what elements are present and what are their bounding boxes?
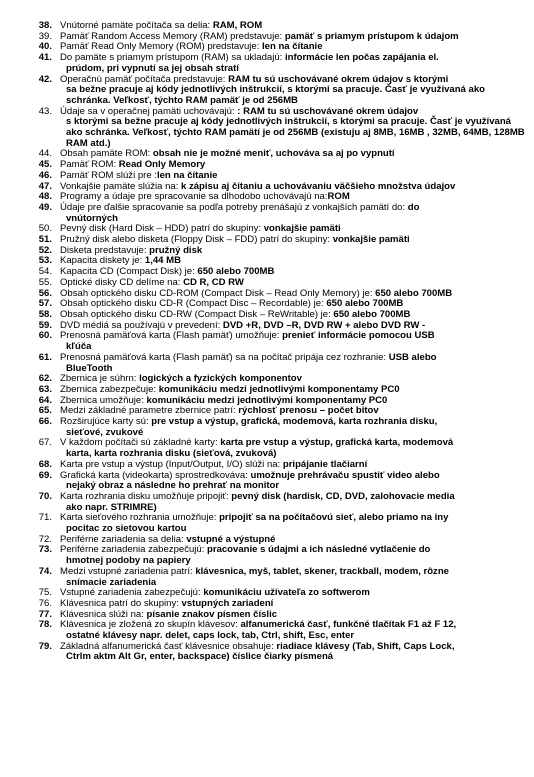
item-number: 41. [38,52,52,64]
list-item [26,545,526,566]
item-number: 70. [38,490,52,502]
answer-text: rýchlosť prenosu – počet bitov [238,405,379,417]
item-number: 64. [38,394,52,406]
question-text: Medzi vstupné zariadenia patrí: [60,565,196,577]
item-number: 60. [38,330,52,342]
answer-continuation: sa bežne pracuje aj kódy jednotlivých inštrukcií, s ktorými sa pracuje. Časť je využívaná ako schránka. Veľkosť, týchto RAM pamäť je od 256MB [66,84,485,106]
answer-text: 1,44 MB [144,255,181,267]
question-text: Klávesnica slúži na: [60,608,147,620]
item-number: 44. [38,148,52,160]
question-text: Obsah optického disku CD-R (Compact Disc – Recordable) je: [60,298,327,310]
list-item [26,107,526,150]
item-number: 43. [38,105,52,117]
item-number: 65. [38,405,52,417]
list-item [26,75,526,107]
answer-text: alfanumerická časť, funkčné tlačítak F1 až F 12, [240,619,457,631]
question-text: Zbernica zabezpečuje: [60,383,159,395]
question-text: Klávesnica patrí do skupiny: [60,597,182,609]
answer-text: Read Only Memory [118,159,206,171]
question-text: Zbernica umožňuje: [60,394,147,406]
list-item [26,353,526,374]
answer-continuation: ako napr. STRIMRE) [66,501,157,513]
item-number: 62. [38,373,52,385]
answer-text: 650 alebo 700MB [197,266,275,278]
answer-text: obsah nie je možné meniť, uchováva sa aj po vypnutí [152,148,395,160]
question-text: Periférne zariadenia sa delia: [60,533,187,545]
item-number: 40. [38,41,52,53]
answer-text: prenieť informácie pomocou USB [282,330,435,342]
item-number: 50. [38,223,52,235]
question-text: V každom počítači sú základné karty: [60,437,221,449]
answer-continuation: karta, karta rozhrania disku (sieťová, zvuková) [66,448,277,460]
answer-text: vstupných zariadení [181,597,274,609]
item-number: 59. [38,319,52,331]
answer-continuation: snímacie zariadenia [66,576,157,588]
question-text: Pevný disk (Hard Disk – HDD) patrí do skupiny: [60,223,264,235]
answer-text: do [407,201,420,213]
list-item [26,53,526,74]
question-text: Medzi základné parametre zbernice patrí: [60,405,239,417]
answer-text: umožnuje prehrávaču spustiť video alebo [250,469,440,481]
answer-text: písanie znakov písmen číslic [146,608,278,620]
question-text: Karta rozhrania disku umožňuje pripojiť: [60,490,232,502]
question-text: Údaje sa v operačnej pamäti uchovávajú: [60,105,238,117]
list-item [26,331,526,352]
item-number: 77. [38,608,52,620]
answer-text: pre vstup a výstup, grafická, modemová, karta rozhrania disku, [151,416,438,428]
answer-continuation: ostatné klávesy napr. delet, caps lock, tab, Ctrl, shift, Esc, enter [66,630,355,642]
item-number: 47. [38,180,52,192]
item-number: 76. [38,597,52,609]
item-number: 53. [38,255,52,267]
item-number: 54. [38,266,52,278]
item-number: 67. [38,437,52,449]
answer-text: pripájanie tlačiarní [282,458,368,470]
item-number: 61. [38,351,52,363]
question-text: Grafická karta (videokarta) sprostredkováva: [60,469,251,481]
question-text: Disketa predstavuje: [60,244,150,256]
question-text: Pružný disk alebo disketa (Floppy Disk – FDD) patrí do skupiny: [60,234,333,246]
question-text: Pamäť ROM: [60,159,119,171]
question-text: Kapacita diskety je: [60,255,145,267]
answer-text: pripojiť sa na počítačovú sieť, alebo priamo na iny [219,512,449,524]
question-text: Vonkajšie pamäte slúžia na: [60,180,182,192]
answer-text: len na čítanie [262,41,323,53]
question-text: Pamäť ROM slúži pre : [60,169,157,181]
item-number: 45. [38,159,52,171]
item-number: 51. [38,234,52,246]
item-number: 66. [38,416,52,428]
item-number: 55. [38,276,52,288]
list-item [26,417,526,438]
answer-continuation: prúdom, pri vypnutí sa jej obsah stratí [66,62,239,74]
answer-continuation: pocitac zo sietovou kartou [66,523,187,535]
item-number: 71. [38,512,52,524]
item-number: 39. [38,30,52,42]
question-text: Karta pre vstup a výstup (Input/Output, I/O) slúži na: [60,458,283,470]
answer-text: riadiace klávesy (Tab, Shift, Caps Lock, [276,640,455,652]
question-text: Obsah optického disku CD-RW (Compact Disk – ReWritable) je: [60,308,334,320]
answer-text: pružný disk [149,244,203,256]
answer-text: pevný disk (hardisk, CD, DVD, zalohovacie media [231,490,455,502]
list-item [26,471,526,492]
answer-text: 650 alebo 700MB [375,287,453,299]
item-number: 75. [38,587,52,599]
answer-text: 650 alebo 700MB [326,298,404,310]
answer-text: komunikáciu užívateľa zo softwerom [203,587,370,599]
question-text: DVD médiá sa používajú v prevedení: [60,319,223,331]
question-text: Periférne zariadenia zabezpečujú: [60,544,208,556]
answer-text: USB alebo [388,351,437,363]
question-text: Rozširujúce karty sú: [60,416,152,428]
question-text: Vstupné zariadenia zabezpečujú: [60,587,204,599]
list-item [26,567,526,588]
answer-text: vonkajšie pamäti [332,234,410,246]
item-number: 42. [38,73,52,85]
answer-continuation: BlueTooth [66,362,113,374]
item-number: 69. [38,469,52,481]
item-number: 72. [38,533,52,545]
item-number: 63. [38,383,52,395]
list-item [26,513,526,534]
item-number: 49. [38,201,52,213]
question-text: Karta sieťového rozhrania umožňuje: [60,512,220,524]
answer-text: vonkajšie pamäti [263,223,341,235]
question-text: Základná alfanumerická časť klávesnice obsahuje: [60,640,277,652]
list-item [26,620,526,641]
list-item [26,642,526,663]
question-text: Obsah optického disku CD-ROM (Compact Disk – Read Only Memory) je: [60,287,376,299]
answer-continuation: nejaký obraz a následne ho prehrať na monitor [66,480,280,492]
item-number: 79. [38,640,52,652]
question-text: Operačnú pamäť počítača predstavuje: [60,73,229,85]
answer-text: komunikáciu medzi jednotlivými komponentamy PC0 [146,394,388,406]
answer-text: : RAM tu sú uschovávané okrem údajov [237,105,419,117]
question-text: Vnútorné pamäte počítača sa delia: [60,20,213,31]
question-text: Obsah pamäte ROM: [60,148,153,160]
answer-text: logických a fyzických komponentov [139,373,302,385]
answer-text: CD R, CD RW [183,276,244,288]
question-text: Prenosná pamäťová karta (Flash pamäť) umožňuje: [60,330,283,342]
item-number: 48. [38,191,52,203]
answer-text: DVD +R, DVD –R, DVD RW + alebo DVD RW - [222,319,426,331]
answer-text: RAM, ROM [212,20,263,31]
question-text: Pamäť Read Only Memory (ROM) predstavuje: [60,41,263,53]
item-number: 38. [38,20,52,31]
answer-text: RAM tu sú uschovávané okrem údajov s ktorými [228,73,449,85]
question-text: Klávesnica je zložená zo skupín klávesov: [60,619,241,631]
answer-text: komunikáciu medzi jednotlivými komponentamy PC0 [158,383,400,395]
question-text: Údaje pre ďalšie spracovanie sa podľa potreby prenášajú z vonkajších pamätí do: [60,201,408,213]
answer-continuation: vnútorných [66,212,118,224]
item-number: 78. [38,619,52,631]
list-item [26,438,526,459]
question-text: Do pamäte s priamym prístupom (RAM) sa ukladajú: [60,52,285,64]
answer-text: ROM [327,191,350,203]
answer-continuation: Ctrlm aktm Alt Gr, enter, backspace) číslice čiarky písmená [66,651,334,663]
list-item [26,492,526,513]
item-number: 52. [38,244,52,256]
answer-continuation: hmotnej podoby na papiery [66,555,191,567]
question-text: Kapacita CD (Compact Disk) je: [60,266,198,278]
item-number: 46. [38,169,52,181]
question-text: Optické disky CD delíme na: [60,276,184,288]
answer-text: 650 alebo 700MB [333,308,411,320]
answer-text: len na čítanie [156,169,218,181]
question-text: Pamäť Random Access Memory (RAM) predstavuje: [60,30,285,42]
answer-text: klávesnica, myš, tablet, skener, trackball, modem, rôzne [195,565,449,577]
answer-continuation: sieťové, zvukové [66,426,144,438]
item-number: 68. [38,458,52,470]
item-number: 57. [38,298,52,310]
answer-continuation: kľúča [66,341,92,353]
answer-text: informácie len počas zapájania el. [284,52,439,64]
answer-continuation: s ktorými sa bežne pracuje aj kódy jednotlivých inštrukcií, s ktorými sa pracuje. Časť je využívaná ako schránka. Veľkosť, týchto RAM pamätí je od 256MB (existuju aj 8MB, 16MB , 32MB, 64MB, 128MB RAM atd.) [66,116,525,149]
answer-text: pracovanie s údajmi a ich následné vytlačenie do [207,544,431,556]
item-number: 58. [38,308,52,320]
item-number: 74. [38,565,52,577]
item-number: 73. [38,544,52,556]
answer-text: pamäť s priamym prístupom k údajom [284,30,459,42]
item-number: 56. [38,287,52,299]
answer-text: vstupné a výstupné [186,533,276,545]
question-text: Zbernica je súhrn: [60,373,140,385]
answer-text: k zápisu aj čítaniu a uchovávaniu väčšieho množstva údajov [181,180,456,192]
question-text: Prenosná pamäťová karta (Flash pamäť) sa na počítač pripája cez rozhranie: [60,351,389,363]
question-text: Programy a údaje pre spracovanie sa dlhodobo uchovávajú na: [60,191,328,203]
list-item [26,203,526,224]
answer-text: karta pre vstup a výstup, grafická karta, modemová [220,437,454,449]
